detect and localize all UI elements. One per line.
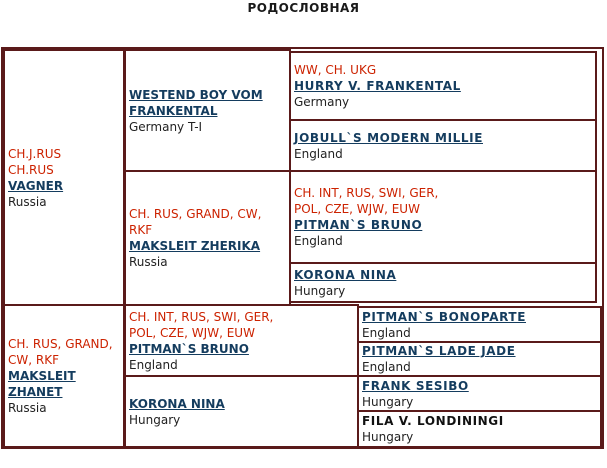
sire-dam-dam-country: Hungary	[294, 283, 346, 298]
dam-cell	[3, 304, 125, 448]
sire-cell	[3, 49, 125, 306]
dam-sire-sire-name-link[interactable]: PITMAN`S BONOPARTE	[362, 309, 526, 324]
sire-dam-cell	[124, 170, 291, 306]
dam-sire-dam-country: England	[362, 360, 411, 374]
dam-dam-cell	[124, 375, 359, 448]
dam-dam-dam-cell	[357, 410, 602, 448]
sire-country: Russia	[8, 194, 47, 209]
right-border-line	[595, 51, 597, 303]
sire-dam-name-link[interactable]: MAKSLEIT ZHERIKA	[129, 239, 261, 253]
dam-sire-sire-cell	[357, 306, 602, 343]
sire-sire-country: Germany T-I	[129, 119, 203, 134]
sire-dam-dam-name-link[interactable]: KORONA NINA	[294, 267, 397, 282]
dam-sire-titles: CH. INT, RUS, SWI, GER, POL, CZE, WJW, EUW	[129, 309, 274, 340]
dam-name-link[interactable]: MAKSLEIT ZHANET	[8, 369, 76, 399]
sire-dam-titles: CH. RUS, GRAND, CW, RKF	[129, 207, 262, 237]
sire-sire-dam-country: England	[294, 146, 343, 161]
sire-dam-country: Russia	[129, 255, 168, 269]
sire-titles: CH.J.RUS CH.RUS	[8, 146, 62, 177]
page-title: РОДОСЛОВНАЯ	[247, 1, 360, 15]
sire-dam-sire-name-link[interactable]: PITMAN`S BRUNO	[294, 218, 423, 232]
sire-dam-sire-titles: CH. INT, RUS, SWI, GER, POL, CZE, WJW, EUW	[294, 186, 439, 216]
dam-dam-sire-cell	[357, 375, 602, 412]
dam-sire-dam-name-link[interactable]: PITMAN`S LADE JADE	[362, 344, 516, 358]
sire-sire-dam-name-link[interactable]: JOBULL`S MODERN MILLIE	[294, 130, 483, 145]
sire-sire-name-link[interactable]: WESTEND BOY VOM FRANKENTAL	[129, 87, 263, 118]
sire-sire-sire-name-link[interactable]: HURRY V. FRANKENTAL	[294, 79, 461, 93]
dam-dam-name-link[interactable]: KORONA NINA	[129, 396, 225, 411]
dam-dam-sire-name-link[interactable]: FRANK SESIBO	[362, 378, 469, 393]
dam-titles: CH. RUS, GRAND, CW, RKF	[8, 337, 113, 367]
dam-sire-country: England	[129, 357, 178, 372]
dam-sire-name-link[interactable]: PITMAN`S BRUNO	[129, 341, 249, 356]
dam-dam-country: Hungary	[129, 412, 181, 427]
sire-sire-sire-titles: WW, CH. UKG	[294, 63, 377, 77]
dam-dam-sire-country: Hungary	[362, 394, 414, 409]
dam-dam-dam-name: FILA V. LONDININGI	[362, 414, 504, 428]
dam-dam-dam-country: Hungary	[362, 430, 414, 444]
dam-country: Russia	[8, 401, 47, 415]
sire-sire-dam-cell	[289, 119, 597, 172]
sire-name-link[interactable]: VAGNER	[8, 178, 64, 193]
sire-dam-dam-cell	[289, 262, 597, 303]
sire-dam-sire-country: England	[294, 234, 343, 248]
dam-sire-dam-cell	[357, 341, 602, 377]
dam-sire-cell	[124, 304, 359, 377]
sire-dam-sire-cell	[289, 170, 597, 264]
sire-sire-cell	[124, 49, 291, 172]
sire-sire-sire-country: Germany	[294, 95, 350, 109]
dam-sire-sire-country: England	[362, 325, 411, 340]
sire-sire-sire-cell	[289, 51, 597, 121]
